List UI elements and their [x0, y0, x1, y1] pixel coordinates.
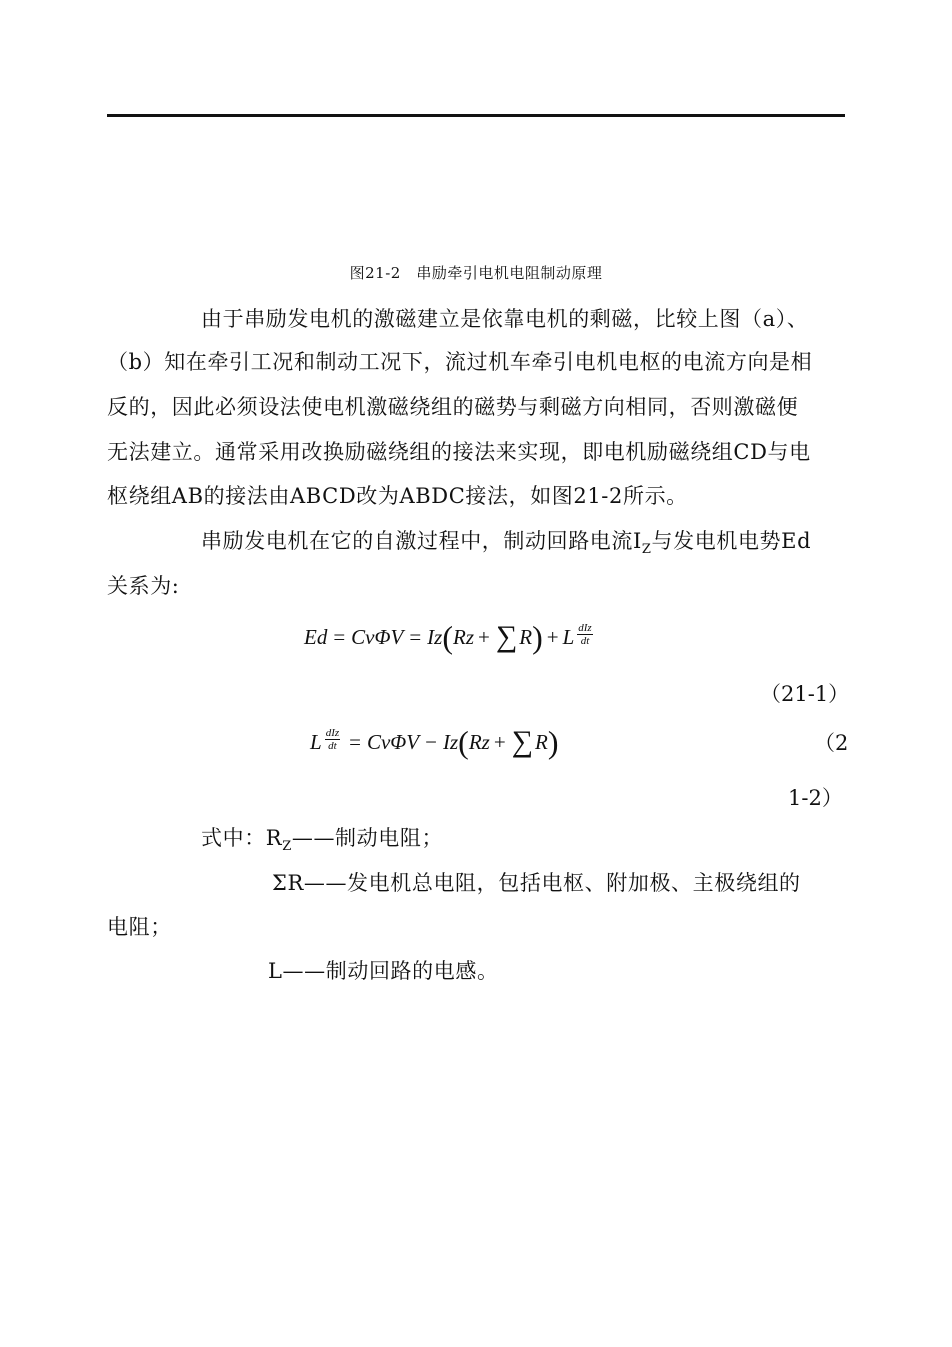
header-rule: [107, 114, 845, 117]
paragraph2-line1: [201, 526, 811, 560]
eq2-frac-numerator: dIz: [325, 726, 340, 739]
eq1-term-iz: Iz: [427, 624, 443, 649]
eq2-term-r: R: [535, 729, 548, 754]
eq2-equals: =: [349, 729, 361, 754]
eq1-frac-numerator: dIz: [578, 621, 592, 634]
eq2-term-iz: Iz: [442, 729, 459, 754]
eq1-left-paren: (: [442, 619, 453, 655]
eq2-minus: −: [425, 729, 437, 754]
equation-21-1: [304, 617, 596, 657]
eq1-equals-2: =: [409, 624, 422, 649]
current-subscript: Z: [641, 542, 652, 557]
eq1-equals-1: =: [333, 624, 346, 649]
eq1-sum-symbol: ∑: [495, 620, 518, 653]
eq1-right-paren: ): [532, 619, 543, 655]
eq2-left-paren: (: [458, 724, 469, 760]
eq1-frac-denominator: dt: [580, 634, 590, 647]
paragraph1-line3: 反的，因此必须设法使电机激磁绕组的磁势与剩磁方向相同，否则激磁便: [107, 395, 799, 419]
definition-sum-r-line1: ΣR——发电机总电阻，包括电枢、附加极、主极绕组的: [272, 871, 801, 895]
eq2-frac-denominator: dt: [328, 739, 337, 752]
eq1-plus-2: +: [546, 624, 559, 649]
eq1-term-cvphiv: CvΦV: [351, 624, 404, 649]
eq1-plus-1: +: [478, 624, 490, 649]
eq2-term-rz: Rz: [468, 729, 490, 754]
paragraph2-line2: 关系为:: [107, 574, 180, 598]
figure-caption: 图21-2 串励牵引电机电阻制动原理: [349, 264, 603, 282]
definition-rz-subscript: Z: [282, 839, 292, 854]
eq2-derivative-fraction: [325, 727, 340, 752]
definition-l: L——制动回路的电感。: [268, 959, 499, 983]
paragraph2-text-a: 串励发电机在它的自激过程中，制动回路电流I: [201, 529, 642, 553]
eq1-term-l: L: [562, 624, 575, 649]
equation-number-21-2-part2: 1-2）: [788, 786, 843, 810]
definition-rz: [201, 823, 443, 857]
eq2-sum-symbol: ∑: [511, 725, 534, 758]
eq1-lhs: Ed: [304, 624, 328, 649]
definition-sum-r-line2: 电阻；: [107, 915, 172, 939]
eq2-plus: +: [493, 729, 506, 754]
eq1-derivative-fraction: [577, 622, 592, 647]
paragraph1-line5: 枢绕组AB的接法由ABCD改为ABDC接法，如图21-2所示。: [107, 484, 688, 508]
eq2-term-cvphiv: CvΦV: [366, 729, 420, 754]
definition-rz-prefix: 式中：R: [201, 826, 283, 850]
eq1-term-rz: Rz: [453, 624, 474, 649]
paragraph1-line1: 由于串励发电机的激磁建立是依靠电机的剩磁，比较上图（a）、: [201, 307, 809, 331]
eq1-term-r: R: [519, 624, 533, 649]
equation-21-2: [310, 722, 559, 762]
equation-number-21-1: （21-1）: [760, 682, 850, 706]
eq2-term-l: L: [310, 729, 322, 754]
definition-rz-text: ——制动电阻；: [291, 826, 444, 850]
paragraph2-text-b: 与发电机电势Ed: [651, 529, 812, 553]
paragraph1-line4: 无法建立。通常采用改换励磁绕组的接法来实现，即电机励磁绕组CD与电: [107, 440, 811, 464]
eq2-right-paren: ): [547, 724, 559, 760]
equation-number-21-2-part1: （2: [814, 731, 849, 755]
paragraph1-line2: （b）知在牵引工况和制动工况下，流过机车牵引电机电枢的电流方向是相: [107, 350, 813, 374]
